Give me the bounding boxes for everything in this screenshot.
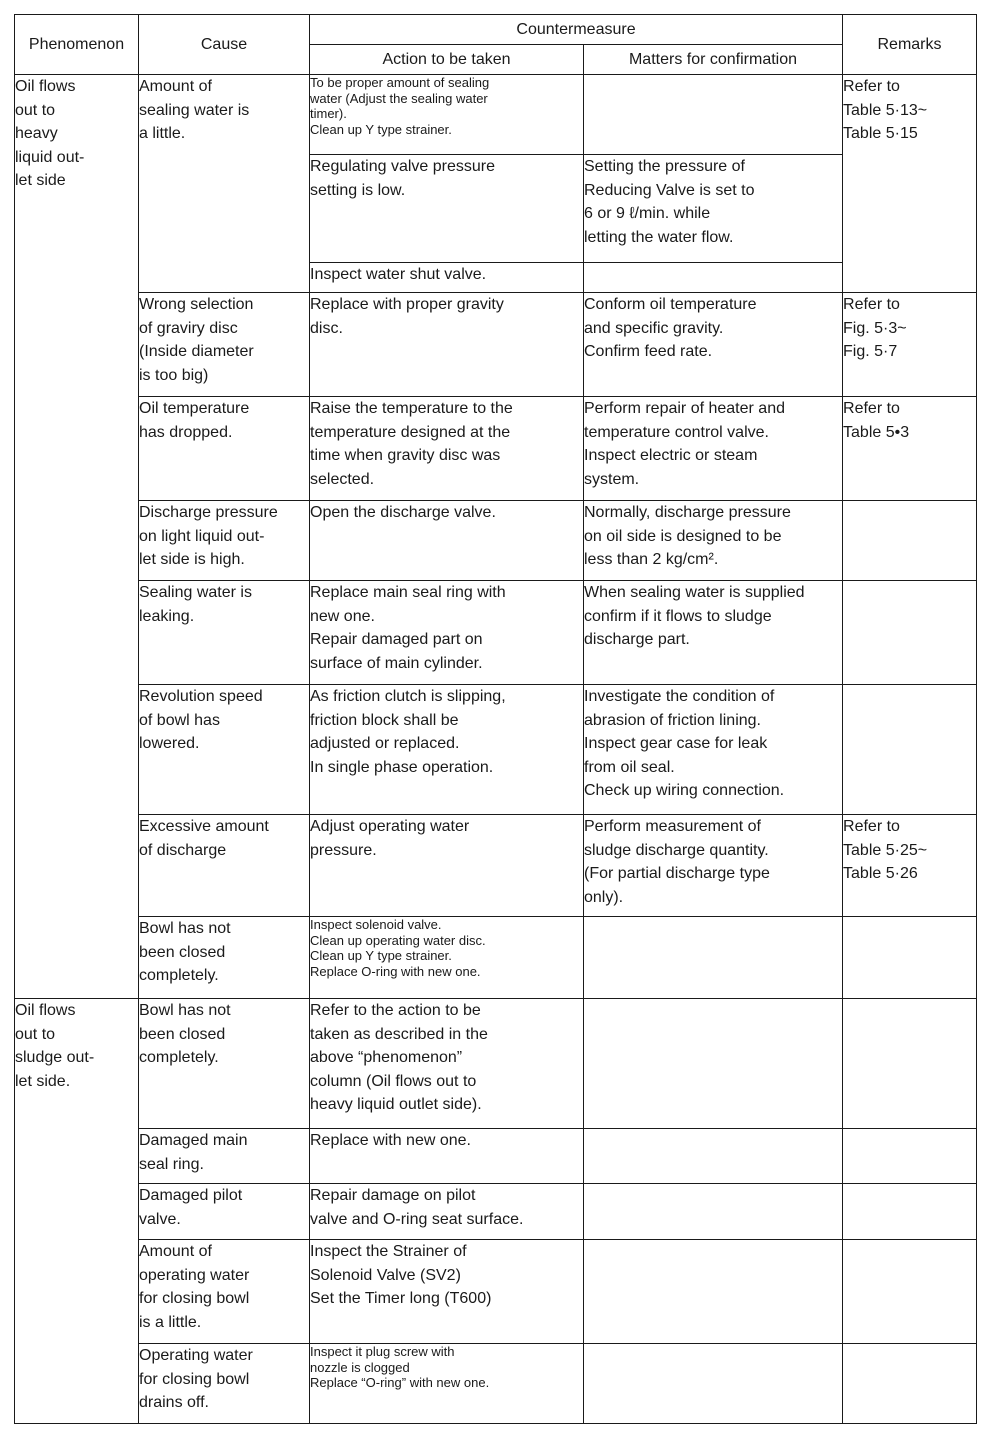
table-row: [15, 1184, 977, 1240]
action-cell: [310, 1129, 584, 1184]
confirmation-line: Perform measurement of: [584, 818, 761, 835]
action-line: above “phenomenon”: [310, 1049, 463, 1066]
remarks-cell: [843, 501, 977, 581]
cause-line: Damaged pilot: [139, 1187, 243, 1204]
action-line: friction block shall be: [310, 711, 459, 729]
confirmation-line: Normally, discharge pressure: [584, 504, 791, 521]
cause-line: completely.: [139, 1049, 219, 1066]
action-line: new one.: [310, 607, 375, 625]
table-row: [15, 917, 977, 999]
header-cause: Cause: [139, 15, 310, 75]
action-line: Repair damage on pilot: [310, 1187, 476, 1204]
confirmation-line: Perform repair of heater and: [584, 400, 785, 417]
action-line: nozzle is clogged: [310, 1359, 410, 1375]
cause-line: lowered.: [139, 735, 200, 752]
remarks-line: Table 5·26: [843, 865, 918, 882]
confirmation-cell: [584, 815, 843, 917]
action-cell: [310, 397, 584, 501]
cause-cell: [139, 293, 310, 397]
header-countermeasure: Countermeasure: [310, 15, 843, 45]
cause-line: Operating water: [139, 1347, 253, 1364]
troubleshooting-sheet: [14, 14, 976, 1424]
cause-line: Discharge pressure: [139, 504, 278, 521]
remarks-cell: [843, 1344, 977, 1424]
cause-line: let side is high.: [139, 551, 245, 568]
confirmation-line: letting the water flow.: [584, 228, 734, 246]
action-line: surface of main cylinder.: [310, 654, 483, 672]
action-cell: [310, 263, 584, 293]
remarks-line: Refer to: [843, 78, 900, 95]
remarks-line: Fig. 5·7: [843, 343, 898, 360]
remarks-cell: [843, 1184, 977, 1240]
action-cell: [310, 815, 584, 917]
action-line: Inspect solenoid valve.: [310, 917, 442, 932]
cause-cell: [139, 75, 310, 293]
cause-line: leaking.: [139, 607, 195, 625]
remarks-line: Refer to: [843, 818, 900, 835]
action-line: taken as described in the: [310, 1025, 488, 1043]
remarks-line: Table 5·15: [843, 125, 918, 142]
table-row: [15, 999, 977, 1129]
table-row: [15, 815, 977, 917]
troubleshooting-table: [14, 14, 977, 1424]
remarks-cell: [843, 581, 977, 685]
cause-line: for closing bowl: [139, 1370, 250, 1388]
cause-cell: [139, 1184, 310, 1240]
action-cell: [310, 75, 584, 155]
remarks-line: Refer to: [843, 400, 900, 417]
action-cell: [310, 1240, 584, 1344]
cause-line: valve.: [139, 1210, 181, 1228]
phenomenon-cell: [15, 999, 139, 1424]
action-line: Replace with proper gravity: [310, 296, 504, 313]
cause-line: Wrong selection: [139, 296, 254, 313]
confirmation-line: When sealing water is supplied: [584, 584, 805, 601]
table-row: [15, 293, 977, 397]
action-line: heavy liquid outlet side).: [310, 1096, 482, 1113]
action-line: Regulating valve pressure: [310, 158, 495, 175]
cause-line: Excessive amount: [139, 818, 269, 835]
confirmation-line: only).: [584, 888, 624, 906]
confirmation-cell: [584, 1344, 843, 1424]
action-line: Adjust operating water: [310, 818, 470, 835]
confirmation-line: system.: [584, 470, 640, 488]
confirmation-line: Check up wiring connection.: [584, 782, 785, 799]
remarks-line: Table 5•3: [843, 423, 910, 441]
cause-line: been closed: [139, 943, 226, 961]
confirmation-line: and specific gravity.: [584, 319, 724, 337]
remarks-cell: [843, 293, 977, 397]
remarks-line: Fig. 5·3~: [843, 319, 907, 337]
header-confirmation: Matters for confirmation: [584, 45, 843, 75]
remarks-line: Table 5·25~: [843, 841, 928, 859]
cause-line: Sealing water is: [139, 584, 252, 601]
cause-line: on light liquid out-: [139, 527, 265, 545]
action-line: As friction clutch is slipping,: [310, 688, 506, 705]
action-line: To be proper amount of sealing: [310, 75, 490, 90]
cause-line: Amount of: [139, 78, 212, 95]
remarks-cell: [843, 1129, 977, 1184]
table-body: [15, 75, 977, 1424]
phenomenon-line: out to: [15, 101, 56, 119]
action-cell: [310, 293, 584, 397]
action-line: Set the Timer long (T600): [310, 1290, 492, 1307]
confirmation-line: Investigate the condition of: [584, 688, 775, 705]
cause-line: Bowl has not: [139, 920, 231, 937]
cause-cell: [139, 1344, 310, 1424]
confirmation-line: less than 2 kg/cm².: [584, 551, 719, 568]
action-line: setting is low.: [310, 181, 406, 199]
confirmation-cell: [584, 263, 843, 293]
remarks-cell: [843, 1240, 977, 1344]
cause-line: sealing water is: [139, 101, 250, 119]
table-row: [15, 1129, 977, 1184]
phenomenon-cell: [15, 75, 139, 999]
phenomenon-line: sludge out-: [15, 1049, 95, 1066]
action-cell: [310, 685, 584, 815]
header-phenomenon: Phenomenon: [15, 15, 139, 75]
cause-cell: [139, 581, 310, 685]
action-line: Inspect the Strainer of: [310, 1243, 467, 1260]
action-line: selected.: [310, 470, 375, 488]
action-line: Clean up operating water disc.: [310, 932, 486, 948]
cause-line: completely.: [139, 967, 219, 984]
cause-cell: [139, 999, 310, 1129]
confirmation-line: Confirm feed rate.: [584, 343, 713, 360]
action-line: valve and O-ring seat surface.: [310, 1210, 524, 1228]
confirmation-line: sludge discharge quantity.: [584, 841, 769, 859]
phenomenon-line: Oil flows: [15, 1002, 76, 1019]
cause-line: Damaged main: [139, 1132, 248, 1149]
phenomenon-line: Oil flows: [15, 78, 76, 95]
cause-line: been closed: [139, 1025, 226, 1043]
confirmation-cell: [584, 155, 843, 263]
cause-cell: [139, 685, 310, 815]
action-line: Replace “O-ring” with new one.: [310, 1375, 490, 1390]
phenomenon-line: let side: [15, 172, 66, 189]
action-line: In single phase operation.: [310, 758, 494, 776]
action-line: Repair damaged part on: [310, 631, 483, 648]
phenomenon-line: let side.: [15, 1072, 71, 1090]
confirmation-line: temperature control valve.: [584, 423, 769, 441]
action-line: Clean up Y type strainer.: [310, 121, 452, 137]
action-line: Inspect water shut valve.: [310, 266, 487, 283]
action-cell: [310, 501, 584, 581]
phenomenon-line: heavy: [15, 125, 58, 142]
cause-line: Amount of: [139, 1243, 212, 1260]
action-line: Replace main seal ring with: [310, 584, 506, 601]
confirmation-cell: [584, 1184, 843, 1240]
confirmation-line: Setting the pressure of: [584, 158, 745, 175]
cause-cell: [139, 501, 310, 581]
action-cell: [310, 155, 584, 263]
cause-line: (Inside diameter: [139, 343, 254, 360]
action-line: Solenoid Valve (SV2): [310, 1266, 461, 1284]
action-cell: [310, 999, 584, 1129]
table-row: [15, 685, 977, 815]
header-remarks: Remarks: [843, 15, 977, 75]
confirmation-cell: [584, 501, 843, 581]
action-line: timer).: [310, 106, 347, 121]
cause-cell: [139, 815, 310, 917]
table-row: [15, 75, 977, 155]
confirmation-line: discharge part.: [584, 631, 690, 648]
action-cell: [310, 917, 584, 999]
action-line: Replace with new one.: [310, 1132, 471, 1149]
remarks-cell: [843, 75, 977, 293]
table-row: [15, 1240, 977, 1344]
cause-line: is too big): [139, 366, 209, 384]
cause-line: seal ring.: [139, 1155, 204, 1173]
action-line: adjusted or replaced.: [310, 735, 460, 752]
confirmation-line: on oil side is designed to be: [584, 527, 782, 545]
cause-line: of bowl has: [139, 711, 220, 729]
action-line: time when gravity disc was: [310, 447, 501, 464]
action-cell: [310, 581, 584, 685]
confirmation-line: from oil seal.: [584, 758, 675, 776]
cause-line: Revolution speed: [139, 688, 263, 705]
cause-line: Bowl has not: [139, 1002, 231, 1019]
remarks-cell: [843, 815, 977, 917]
confirmation-cell: [584, 917, 843, 999]
confirmation-cell: [584, 1129, 843, 1184]
action-line: Open the discharge valve.: [310, 504, 496, 521]
action-line: disc.: [310, 319, 343, 337]
action-line: pressure.: [310, 841, 377, 859]
confirmation-cell: [584, 293, 843, 397]
action-line: water (Adjust the sealing water: [310, 90, 488, 106]
action-line: temperature designed at the: [310, 423, 511, 441]
cause-cell: [139, 917, 310, 999]
confirmation-cell: [584, 1240, 843, 1344]
confirmation-line: confirm if it flows to sludge: [584, 607, 772, 625]
action-cell: [310, 1184, 584, 1240]
confirmation-line: (For partial discharge type: [584, 865, 770, 882]
confirmation-cell: [584, 581, 843, 685]
confirmation-cell: [584, 999, 843, 1129]
action-line: column (Oil flows out to: [310, 1072, 477, 1090]
confirmation-line: 6 or 9 ℓ/min. while: [584, 205, 711, 222]
table-row: [15, 581, 977, 685]
table-header: [15, 15, 977, 75]
table-row: [15, 501, 977, 581]
cause-cell: [139, 397, 310, 501]
confirmation-line: abrasion of friction lining.: [584, 711, 761, 729]
action-line: Refer to the action to be: [310, 1002, 481, 1019]
confirmation-line: Conform oil temperature: [584, 296, 757, 313]
confirmation-line: Inspect gear case for leak: [584, 735, 768, 752]
cause-line: drains off.: [139, 1394, 209, 1411]
cause-line: Oil temperature: [139, 400, 250, 417]
remarks-cell: [843, 917, 977, 999]
action-line: Clean up Y type strainer.: [310, 948, 452, 963]
confirmation-cell: [584, 685, 843, 815]
cause-line: has dropped.: [139, 423, 233, 441]
phenomenon-line: liquid out-: [15, 148, 85, 166]
phenomenon-line: out to: [15, 1025, 56, 1043]
remarks-line: Refer to: [843, 296, 900, 313]
cause-cell: [139, 1129, 310, 1184]
action-line: Inspect it plug screw with: [310, 1344, 455, 1359]
confirmation-cell: [584, 397, 843, 501]
table-row: [15, 397, 977, 501]
cause-line: of discharge: [139, 841, 227, 859]
table-row: [15, 1344, 977, 1424]
action-cell: [310, 1344, 584, 1424]
header-action: Action to be taken: [310, 45, 584, 75]
remarks-cell: [843, 685, 977, 815]
cause-line: operating water: [139, 1266, 250, 1284]
action-line: Raise the temperature to the: [310, 400, 513, 417]
confirmation-line: Reducing Valve is set to: [584, 181, 755, 199]
remarks-cell: [843, 397, 977, 501]
confirmation-cell: [584, 75, 843, 155]
cause-line: a little.: [139, 125, 186, 142]
cause-line: for closing bowl: [139, 1290, 250, 1307]
remarks-line: Table 5·13~: [843, 101, 928, 119]
cause-line: of graviry disc: [139, 319, 238, 337]
cause-cell: [139, 1240, 310, 1344]
remarks-cell: [843, 999, 977, 1129]
confirmation-line: Inspect electric or steam: [584, 447, 758, 464]
cause-line: is a little.: [139, 1313, 202, 1331]
action-line: Replace O-ring with new one.: [310, 963, 481, 979]
